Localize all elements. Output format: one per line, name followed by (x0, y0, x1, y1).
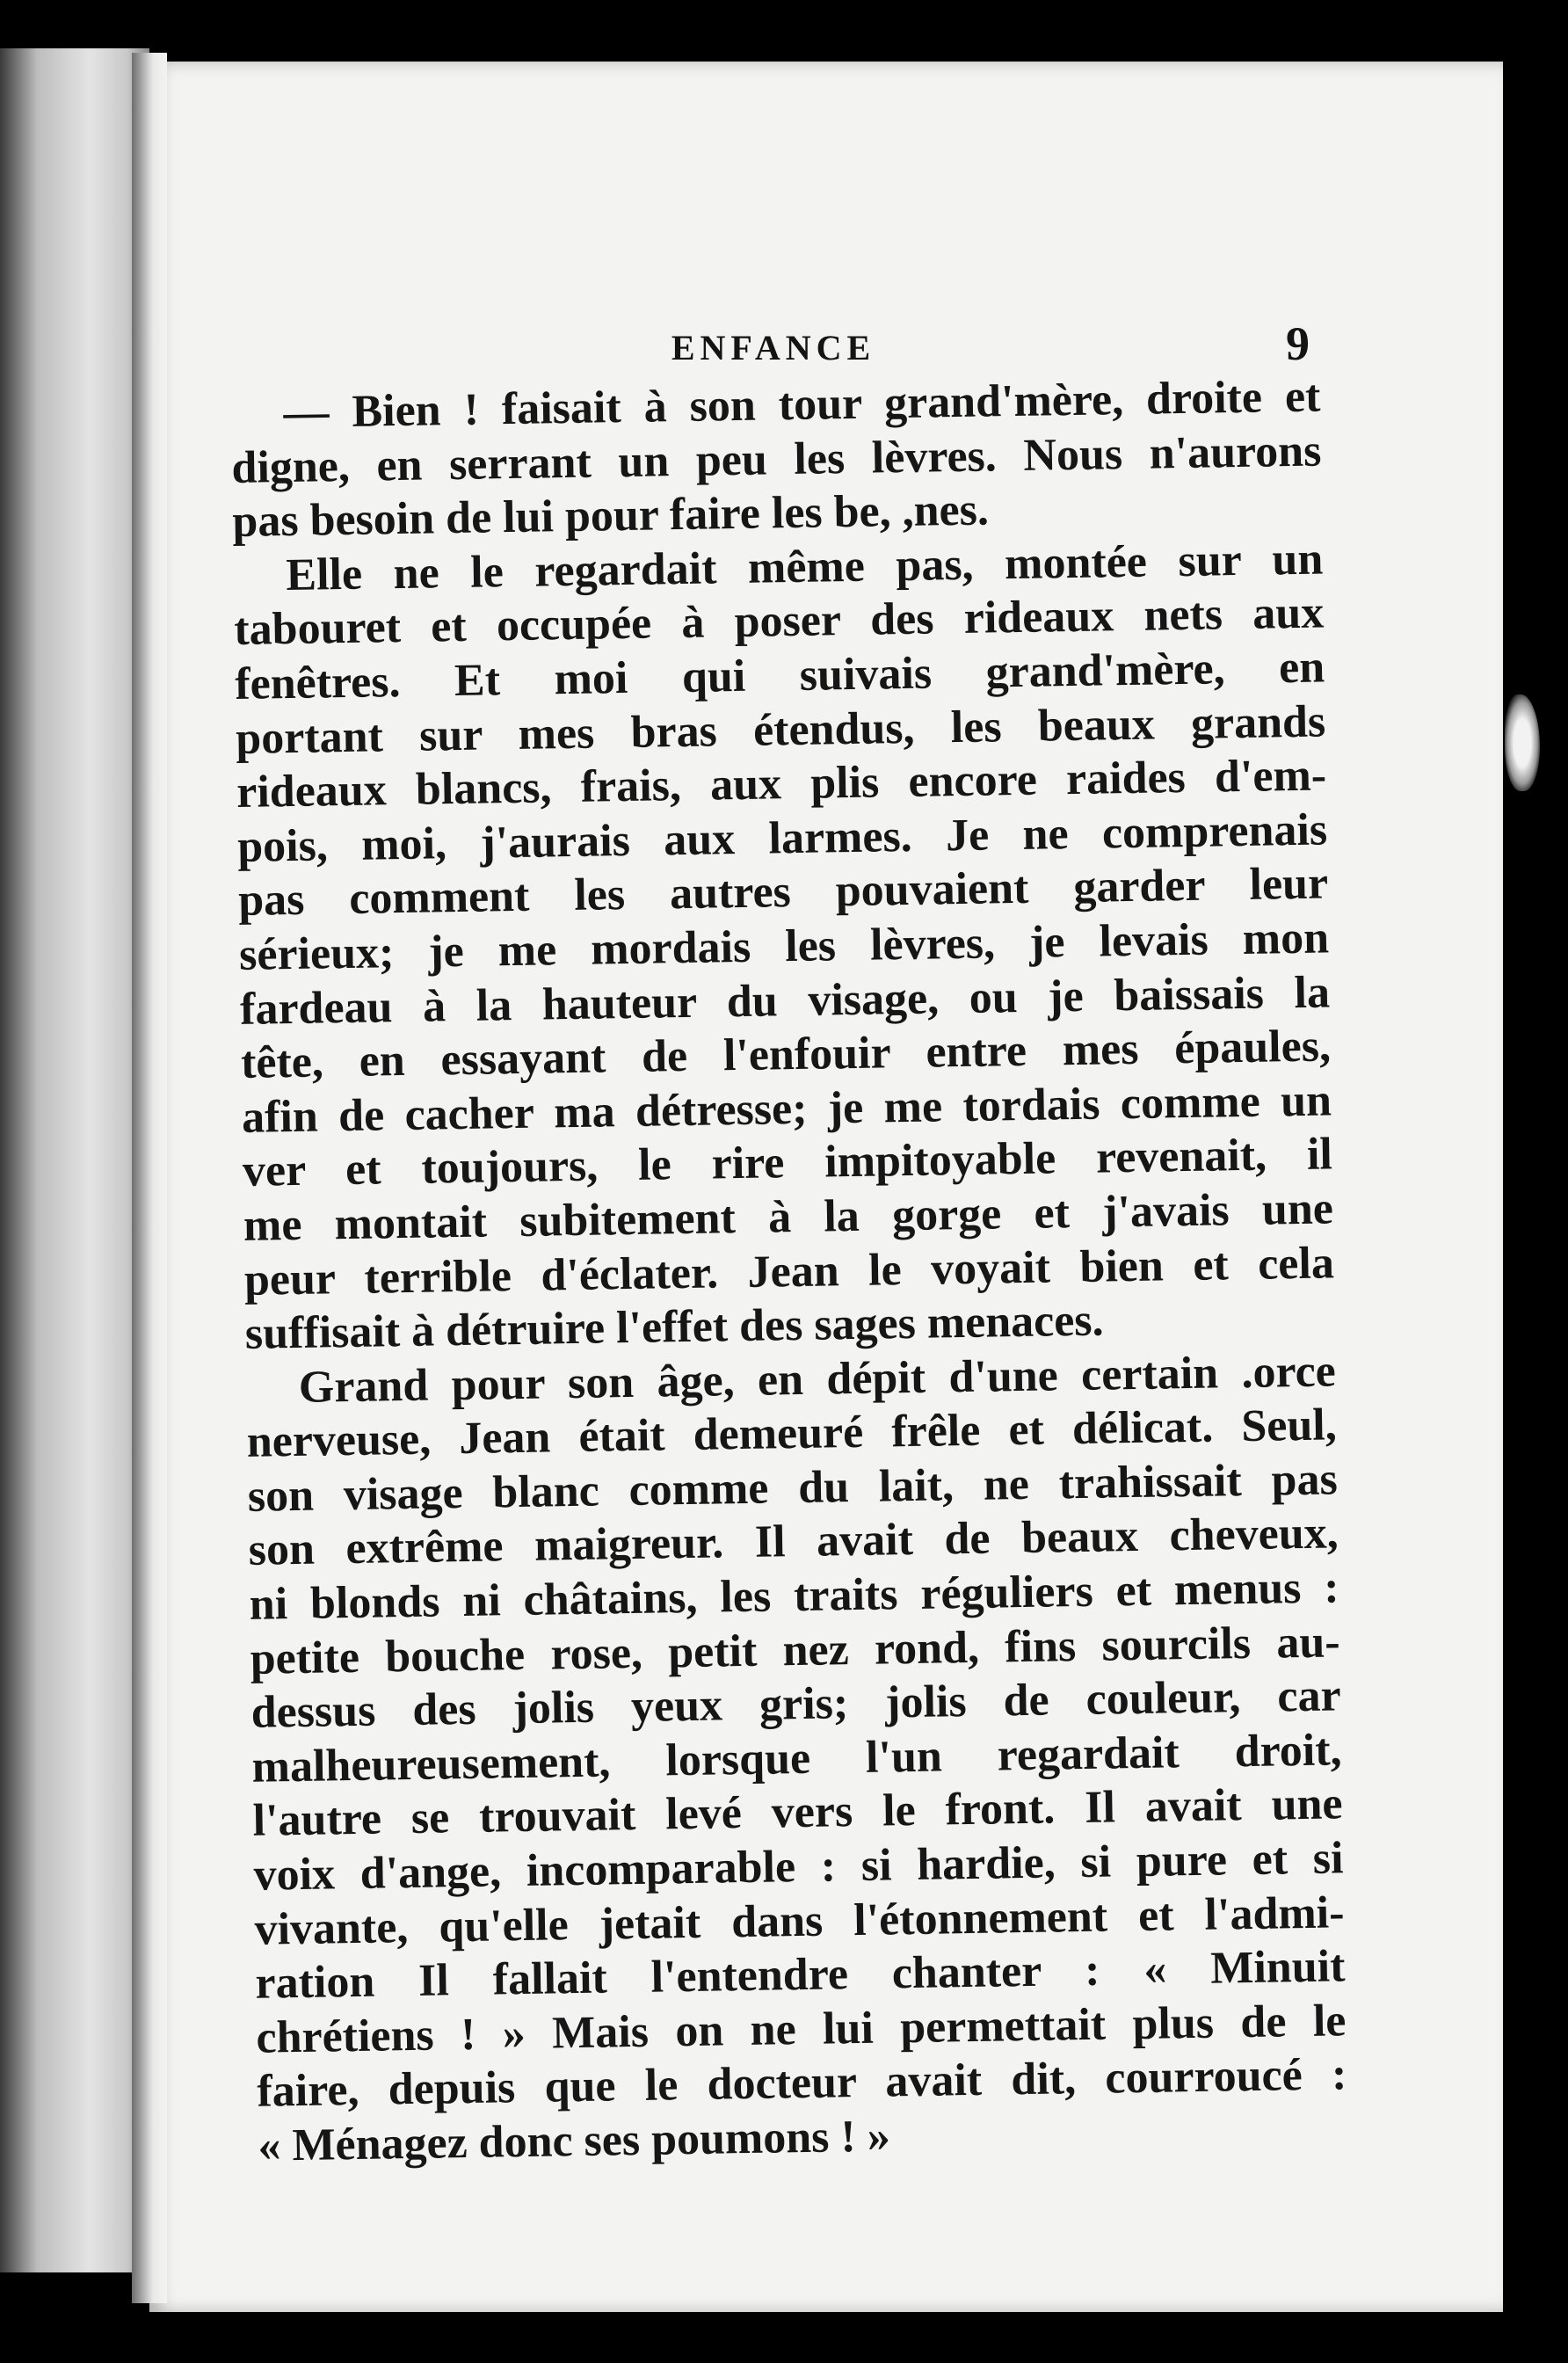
text-line: fenêtres. Et moi qui suivais grand'mère, en (234, 642, 1325, 709)
text-line: ver et toujours, le rire impitoyable revenait, il (242, 1129, 1333, 1197)
text-line: ni blonds ni châtains, les traits réguliers et menus : (249, 1562, 1340, 1630)
text-line: faire, depuis que le docteur avait dit, courroucé : (257, 2049, 1347, 2118)
text-line: l'autre se trouvait levé vers le front. Il avait une (252, 1778, 1343, 1847)
running-head: ENFANCE (671, 328, 876, 367)
text-line: sérieux; je me mordais les lèvres, je levais mon (238, 912, 1330, 980)
text-line: suffisait à détruire l'effet des sages menaces. (244, 1295, 1104, 1359)
text-line: son visage blanc comme du lait, ne trahissait pas (247, 1454, 1339, 1522)
page-number: 9 (1286, 317, 1310, 370)
text-line: fardeau à la hauteur du visage, ou je baissais la (239, 966, 1331, 1035)
text-line: ration Il fallait l'entendre chanter : « Minuit (255, 1941, 1346, 2009)
text-line: chrétiens ! » Mais on ne lui permettait plus de le (256, 1996, 1347, 2063)
text-line: Elle ne le regardait même pas, montée sur un (285, 534, 1324, 600)
text-line: « Ménagez donc ses poumons ! » (257, 2111, 891, 2171)
text-line: dessus des jolis yeux gris; jolis de couleur, car (250, 1670, 1341, 1739)
text-line: petite bouche rose, petit nez rond, fins sourcils au- (250, 1617, 1341, 1684)
body-text (230, 370, 1348, 2174)
text-line: malheureusement, lorsque l'un regardait droit, (251, 1725, 1342, 1792)
text-line: peur terrible d'éclater. Jean le voyait bien et cela (243, 1237, 1335, 1305)
text-line: afin de cacher ma détresse; je me tordais comme un (241, 1075, 1332, 1143)
text-line: digne, en serrant un peu les lèvres. Nous n'aurons (230, 425, 1322, 493)
page-gutter (132, 53, 167, 2303)
text-line: nerveuse, Jean était demeuré frêle et délicat. Seul, (246, 1400, 1338, 1468)
text-line: me montait subitement à la gorge et j'avais une (243, 1183, 1334, 1251)
text-line: pois, moi, j'aurais aux larmes. Je ne comprenais (236, 804, 1328, 872)
text-line: portant sur mes bras étendus, les beaux grands (235, 696, 1326, 764)
left-page-edge (0, 48, 149, 2272)
text-line: tabouret et occupée à poser des rideaux nets aux (233, 587, 1325, 656)
text-line: son extrême maigreur. Il avait de beaux cheveux, (248, 1508, 1339, 1576)
page-edge-tear (1505, 694, 1540, 791)
page-header (237, 316, 1310, 378)
text-line: rideaux blancs, frais, aux plis encore raides d'em- (236, 750, 1327, 818)
text-line: Grand pour son âge, en dépit d'une certain .orce (298, 1346, 1337, 1413)
text-line: voix d'ange, incomparable : si hardie, si pure et si (253, 1833, 1344, 1901)
text-line: pas besoin de lui pour faire les be, ,nes. (231, 484, 990, 548)
text-line: vivante, qu'elle jetait dans l'étonnement et l'admi- (254, 1887, 1345, 1955)
text-line: tête, en essayant de l'enfouir entre mes épaules, (240, 1021, 1332, 1089)
text-line: — Bien ! faisait à son tour grand'mère, droite et (283, 371, 1321, 439)
text-line: pas comment les autres pouvaient garder leur (237, 858, 1329, 927)
